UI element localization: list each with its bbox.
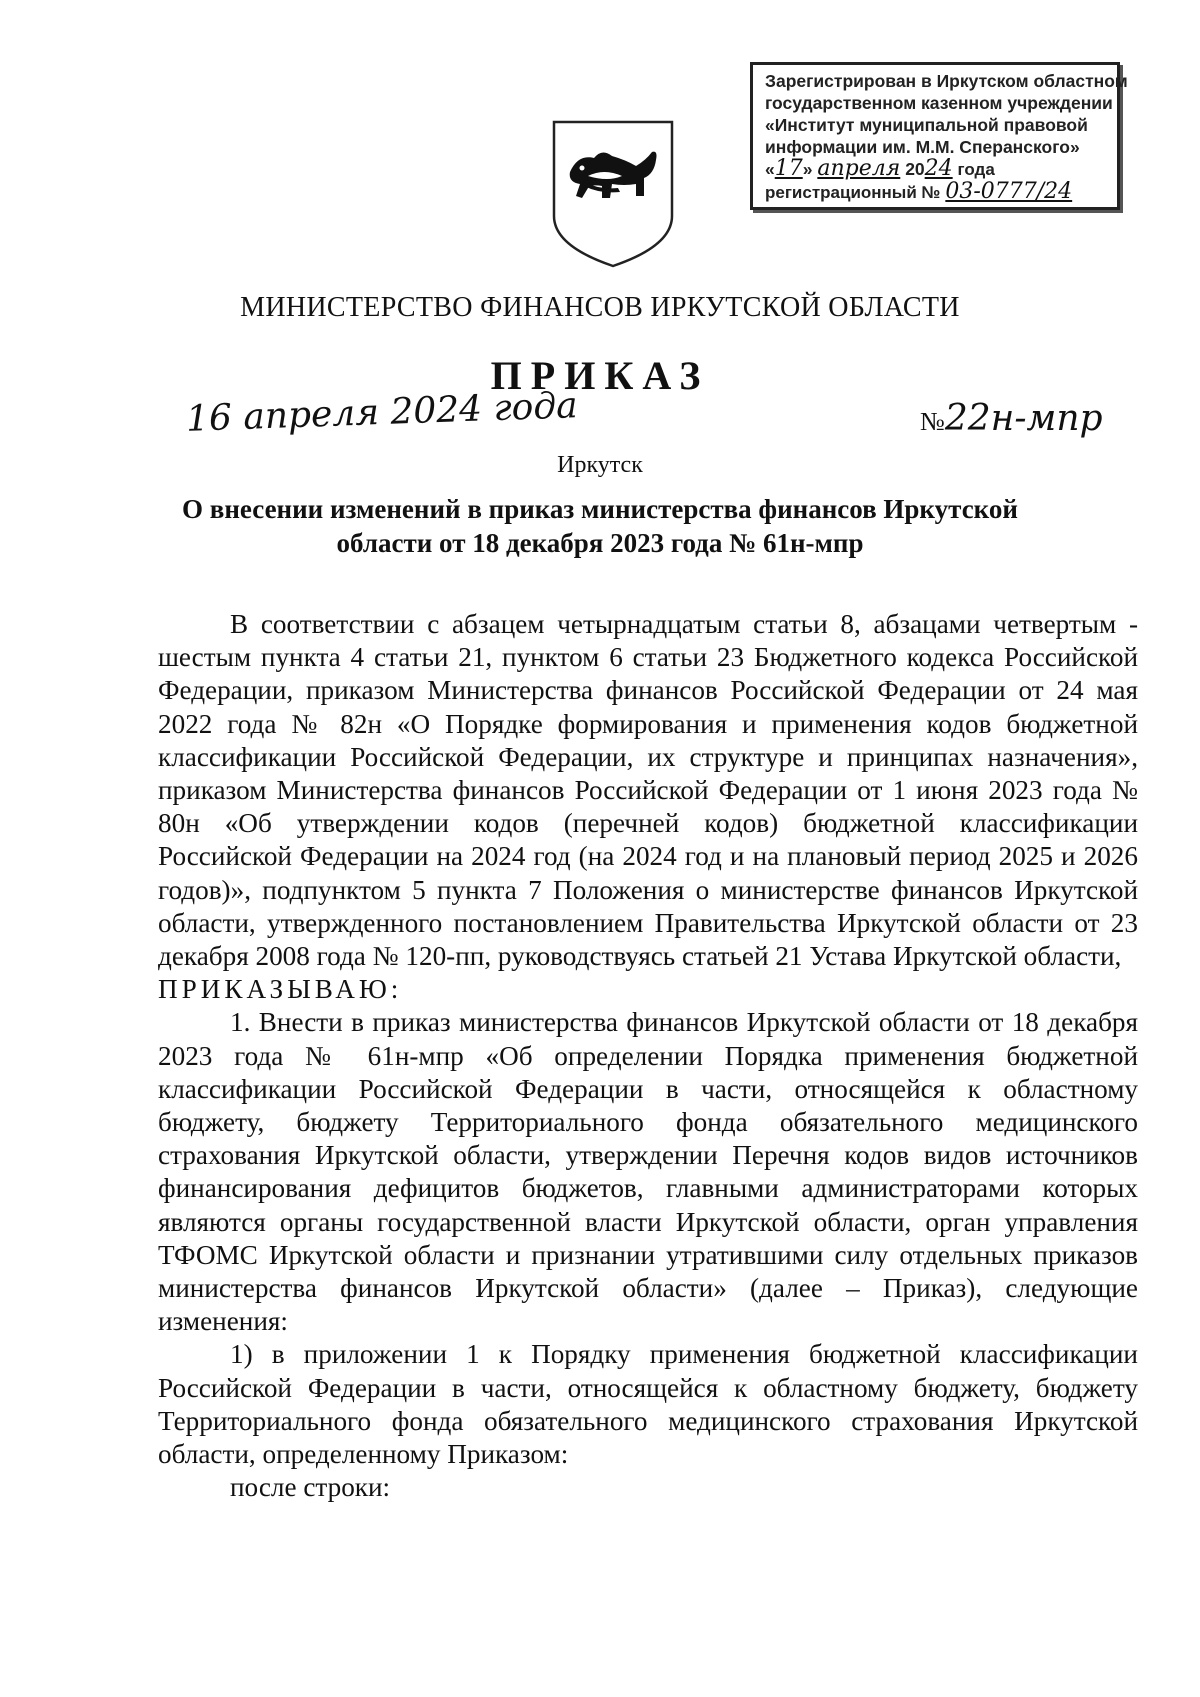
stamp-line: «Институт муниципальной правовой xyxy=(765,115,1088,135)
subitem-1-paragraph: 1) в приложении 1 к Порядку применения бюджетной классификации Российской Федерации в части, относящейся к областному бюджету, бюджету Территориального фонда обязательного медицинского страхования Иркутской области, определенному Приказом: xyxy=(158,1339,1138,1470)
document-body xyxy=(158,608,1138,1504)
subject-line: О внесении изменений в приказ министерства финансов Иркутской xyxy=(182,494,1018,524)
stamp-line: информации им. М.М. Сперанского» xyxy=(765,137,1080,157)
order-word: ПРИКАЗЫВАЮ: xyxy=(158,974,403,1005)
stamp-open-quote: « xyxy=(765,159,775,179)
stamp-line: государственном казенном учреждении xyxy=(765,93,1113,113)
document-type: ПРИКАЗ xyxy=(490,353,710,398)
stamp-year-word: года xyxy=(957,160,995,179)
registration-stamp xyxy=(750,62,1128,210)
stamp-line: Зарегистрирован в Иркутском областном xyxy=(765,71,1128,91)
handwritten-number: 22н-мпр xyxy=(944,398,1103,439)
number-label: № xyxy=(920,407,945,436)
order-number xyxy=(920,398,1103,439)
handwritten-date: 16 апреля 2024 года xyxy=(185,385,579,440)
stamp-close-quote: » xyxy=(802,159,813,179)
stamp-year-suffix: 24 xyxy=(924,156,953,181)
subject-line: области от 18 декабря 2023 года № 61н-мпр xyxy=(336,528,864,558)
document-subject xyxy=(150,492,1050,560)
after-line-paragraph: после строки: xyxy=(230,1472,391,1503)
stamp-day: 17 xyxy=(774,156,803,181)
stamp-reg-number: 03-0777/24 xyxy=(945,179,1073,204)
preamble-paragraph: В соответствии с абзацем четырнадцатым статьи 8, абзацами четвертым - шестым пункта 4 статьи 21, пунктом 6 статьи 23 Бюджетного кодекса Российской Федерации, приказом Министерства финансов Российской Федерации от 24 мая 2022 года № 82н «О Порядке формирования и применения кодов бюджетной классификации Российской Федерации, их структуре и принципах назначения», приказом Министерства финансов Российской Федерации от 1 июня 2023 года № 80н «Об утверждении кодов (перечней кодов) бюджетной классификации Российской Федерации на 2024 год (на 2024 год и на плановый период 2025 и 2026 годов)», подпунктом 5 пункта 7 Положения о министерстве финансов Иркутской области, утвержденного постановлением Правительства Иркутской области от 23 декабря 2008 года № 120-пп, руководствуясь статьей 21 Устава Иркутской области, xyxy=(158,609,1138,972)
stamp-date-line xyxy=(765,158,1109,181)
coat-of-arms-icon xyxy=(548,118,678,270)
stamp-reg-line xyxy=(765,181,1109,204)
ministry-name: МИНИСТЕРСТВО ФИНАНСОВ ИРКУТСКОЙ ОБЛАСТИ xyxy=(240,292,960,323)
item-1-paragraph: 1. Внести в приказ министерства финансов Иркутской области от 18 декабря 2023 года № 61н-мпр «Об определении Порядка применения бюджетной классификации Российской Федерации в части, относящейся к областному бюджету, бюджету Территориального фонда обязательного медицинского страхования Иркутской области, утверждении Перечня кодов видов источников финансирования дефицитов бюджетов, главными администраторами которых являются органы государственной власти Иркутской области, орган управления ТФОМС Иркутской области и признании утратившими силу отдельных приказов министерства финансов Иркутской области» (далее – Приказ), следующие изменения: xyxy=(158,1007,1138,1337)
stamp-month: апреля xyxy=(817,156,901,181)
stamp-reg-label: регистрационный № xyxy=(765,183,941,202)
stamp-year-prefix: 20 xyxy=(905,159,925,179)
city: Иркутск xyxy=(557,452,643,478)
